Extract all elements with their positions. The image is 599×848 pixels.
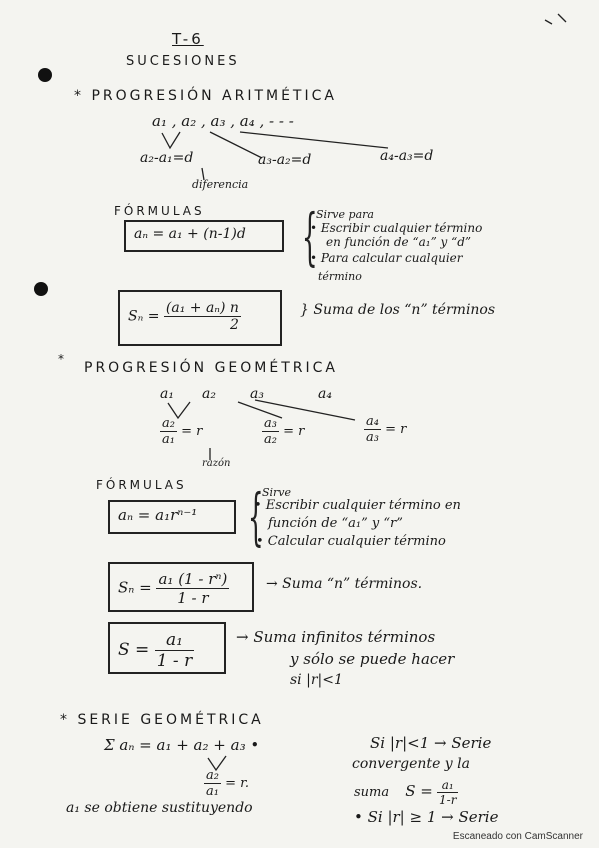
geometric-infinite-numerator: a₁ <box>155 630 195 651</box>
series-condition-2: convergente y la <box>352 756 470 772</box>
series-ratio-eq: = r. <box>225 776 250 791</box>
series-sum-expression: Σ aₙ = a₁ + a₂ + a₃ • <box>104 736 260 754</box>
page-title: SUCESIONES <box>126 54 240 69</box>
arithmetic-general-note-1: Sirve para <box>316 208 374 221</box>
geometric-infinite-note-3: si |r|<1 <box>290 672 343 688</box>
series-condition-3 <box>354 778 458 807</box>
series-ratio <box>204 768 249 799</box>
arithmetic-diff-label: diferencia <box>192 178 249 191</box>
arithmetic-sum-denominator: 2 <box>230 317 239 333</box>
geometric-ratio-3-eq: = r <box>385 422 407 437</box>
geometric-general-note-1: Sirve <box>262 486 292 499</box>
geometric-infinite-fraction <box>155 630 195 671</box>
arithmetic-sum-lhs: Sₙ = <box>128 308 160 325</box>
arithmetic-sum-note-text: Suma de los “n” términos <box>313 302 496 318</box>
arithmetic-sequence: a₁ , a₂ , a₃ , a₄ , - - - <box>152 112 294 130</box>
arithmetic-heading: * PROGRESIÓN ARITMÉTICA <box>74 88 337 104</box>
arithmetic-general-note-4: • Para calcular cualquier <box>310 251 463 265</box>
series-condition-3a: suma <box>354 785 390 800</box>
geometric-ratio-2-num: a₃ <box>264 416 277 431</box>
geometric-infinite-note-1: → Suma infinitos términos <box>236 628 436 646</box>
arithmetic-general-formula: aₙ = a₁ + (n-1)d <box>124 220 284 252</box>
geometric-sum-numerator: a₁ (1 - rⁿ) <box>158 570 228 588</box>
geometric-seq-a4: a₄ <box>318 386 332 402</box>
geometric-ratio-1-num: a₂ <box>162 416 175 431</box>
arithmetic-general-brace: { <box>301 200 318 273</box>
geometric-general-note-3: función de “a₁” y “r” <box>268 516 403 531</box>
series-condition-1: Si |r|<1 → Serie <box>370 734 492 752</box>
geometric-infinite-note-2: y sólo se puede hacer <box>290 650 455 668</box>
geometric-infinite-lhs: S = <box>118 640 150 660</box>
geometric-ratio-3 <box>364 414 406 445</box>
geometric-infinite-denominator: 1 - r <box>156 651 193 671</box>
arithmetic-diff-3: a₄-a₃=d <box>380 148 434 164</box>
geometric-ratio-3-num: a₄ <box>366 414 379 429</box>
geometric-sum-note: → Suma “n” términos. <box>266 576 423 592</box>
geometric-ratio-3-den: a₃ <box>366 430 379 445</box>
arithmetic-sum-fraction <box>164 300 241 333</box>
geometric-ratio-2-eq: = r <box>283 424 305 439</box>
series-condition-4: • Si |r| ≥ 1 → Serie <box>354 808 499 826</box>
arithmetic-sum-numerator: (a₁ + aₙ) n <box>165 300 239 316</box>
series-cond-den: 1-r <box>439 793 457 807</box>
arithmetic-diff-2: a₃-a₂=d <box>258 152 312 168</box>
geometric-ratio-2 <box>262 416 304 447</box>
geometric-sum-lhs: Sₙ = <box>118 578 152 597</box>
arithmetic-general-note-5: término <box>318 270 362 283</box>
series-ratio-den: a₁ <box>206 784 219 799</box>
geometric-seq-a1: a₁ <box>160 386 174 402</box>
geometric-sum-denominator: 1 - r <box>177 589 209 607</box>
series-condition-3b: S = <box>405 782 433 800</box>
unit-code: T-6 <box>172 30 204 48</box>
geometric-ratio-2-den: a₂ <box>264 432 277 447</box>
arithmetic-diff-1: a₂-a₁=d <box>140 150 194 166</box>
arithmetic-general-note-3: en función de “a₁” y “d” <box>326 235 472 249</box>
geometric-ratio-label: razón <box>202 458 231 469</box>
scanner-watermark: Escaneado con CamScanner <box>452 831 583 842</box>
arithmetic-sum-note: } Suma de los “n” términos <box>300 302 496 318</box>
geometric-formulas-label: FÓRMULAS <box>96 478 187 492</box>
series-bottom-left: a₁ se obtiene sustituyendo <box>66 800 253 816</box>
geometric-sum-fraction <box>156 570 229 607</box>
geometric-general-brace: { <box>247 480 264 553</box>
geometric-general-note-2: • Escribir cualquier término en <box>254 498 461 513</box>
geometric-ratio-1-eq: = r <box>181 424 203 439</box>
geometric-ratio-1-den: a₁ <box>162 432 175 447</box>
geometric-general-formula: aₙ = a₁rⁿ⁻¹ <box>108 500 236 534</box>
series-heading: * SERIE GEOMÉTRICA <box>60 712 264 728</box>
arithmetic-general-note-2: • Escribir cualquier término <box>310 221 483 235</box>
geometric-infinite-sum-formula <box>108 622 226 674</box>
geometric-seq-a2: a₂ <box>202 386 216 402</box>
geometric-general-note-4: • Calcular cualquier término <box>256 534 446 549</box>
arithmetic-sum-formula <box>118 290 282 346</box>
geometric-seq-a3: a₃ <box>250 386 264 402</box>
series-ratio-num: a₂ <box>206 768 219 783</box>
geometric-sum-formula <box>108 562 254 612</box>
geometric-heading: PROGRESIÓN GEOMÉTRICA <box>84 360 338 376</box>
arithmetic-formulas-label: FÓRMULAS <box>114 204 205 218</box>
geometric-ratio-1 <box>160 416 202 447</box>
series-cond-num: a₁ <box>437 778 458 793</box>
geometric-star: * <box>58 352 67 366</box>
